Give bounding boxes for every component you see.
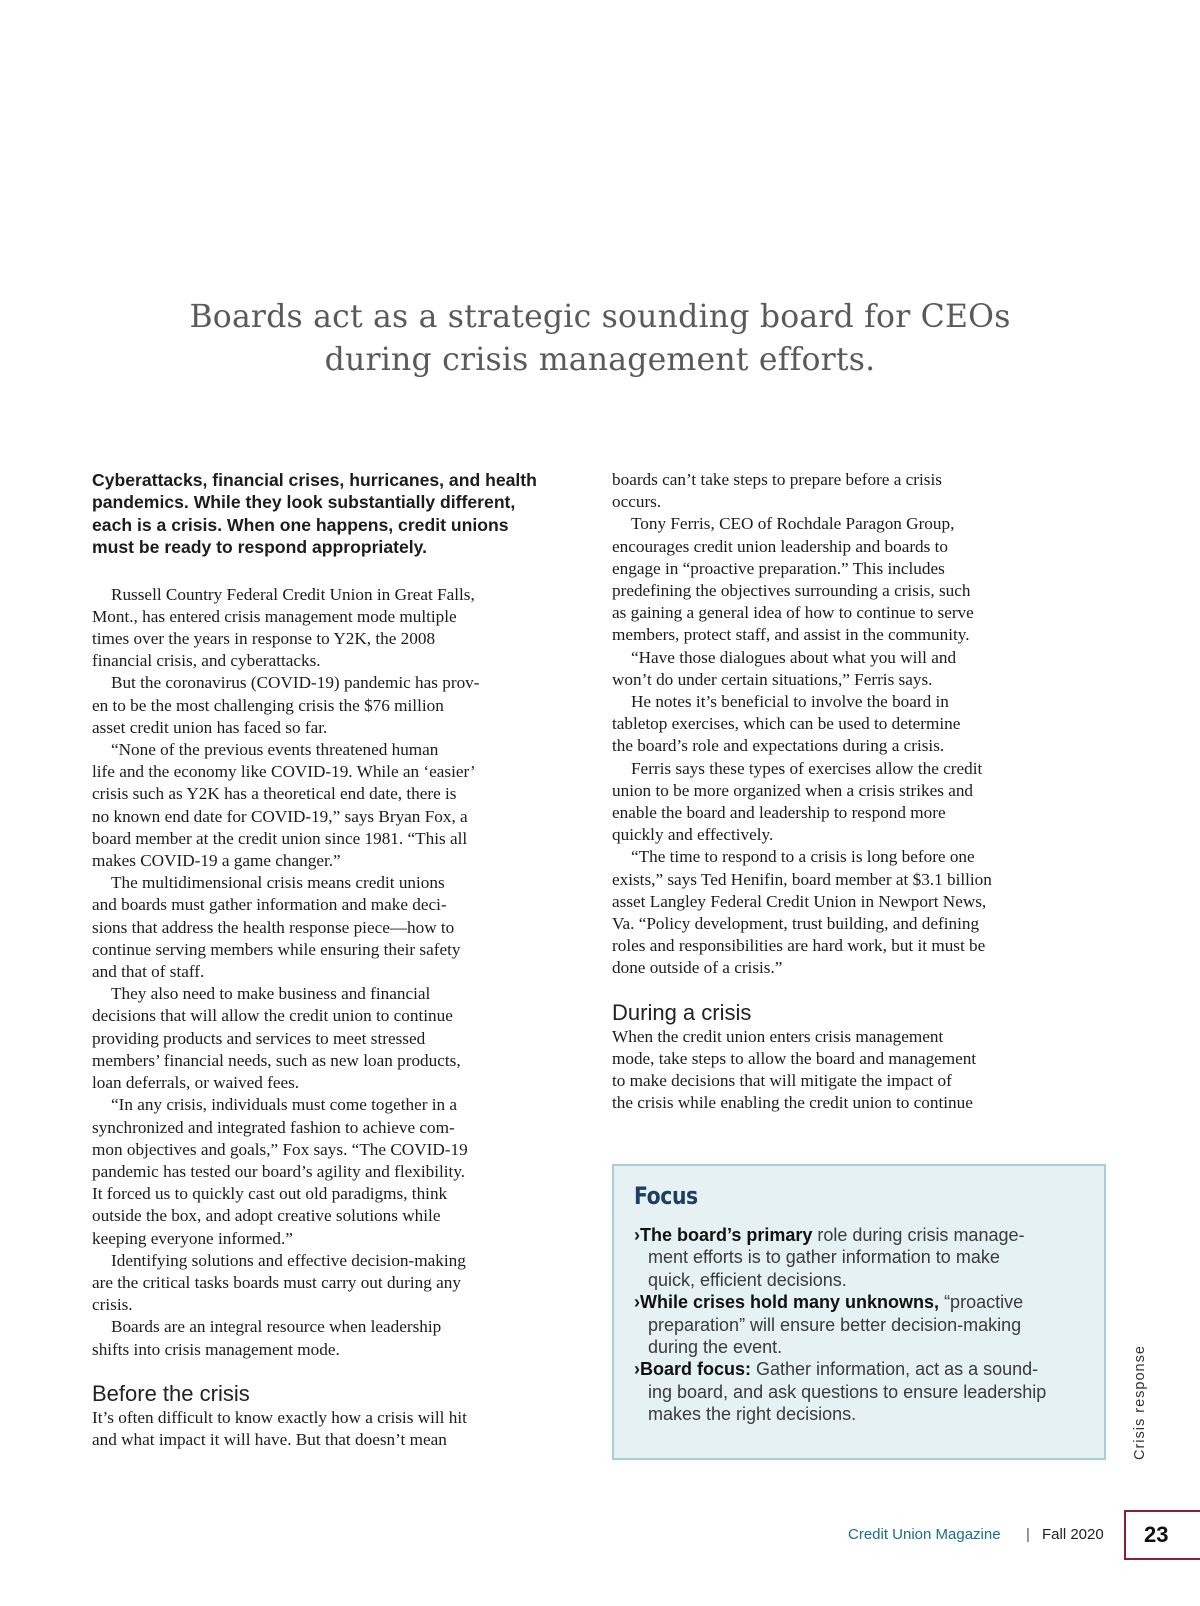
text-line: keeping everyone informed.” — [92, 1228, 293, 1248]
text-line: Va. “Policy development, trust building, and defining — [612, 914, 980, 934]
text-line: asset credit union has faced so far. — [92, 717, 328, 737]
text-line: roles and responsibilities are hard work, but it must be — [612, 936, 986, 956]
text-line: mode, take steps to allow the board and management — [612, 1048, 977, 1068]
paragraph — [92, 739, 587, 872]
text-line: tabletop exercises, which can be used to determine — [612, 714, 961, 734]
text-line: The multidimensional crisis means credit unions — [111, 873, 445, 893]
chevron-right-icon: › — [634, 1292, 640, 1313]
chevron-right-icon: › — [634, 1225, 640, 1245]
paragraph — [612, 758, 1110, 847]
text-line: It forced us to quickly cast out old paradigms, think — [92, 1184, 448, 1204]
text-line: decisions that will allow the credit union to continue — [92, 1006, 453, 1026]
footer-magazine-name: Credit Union Magazine — [848, 1526, 1001, 1543]
text-line: providing products and services to meet stressed — [92, 1028, 426, 1048]
text-line: exists,” says Ted Henifin, board member at $3.1 billion — [612, 869, 992, 889]
text-line: He notes it’s beneficial to involve the board in — [631, 692, 949, 712]
text-line: predefining the objectives surrounding a crisis, such — [612, 581, 971, 601]
text-line: Ferris says these types of exercises allow the credit — [631, 758, 983, 778]
text-line: shifts into crisis management mode. — [92, 1339, 340, 1359]
text-line: members’ financial needs, such as new loan products, — [92, 1050, 461, 1070]
focus-title: Focus — [634, 1182, 698, 1210]
article-deck — [92, 469, 587, 559]
text-line: times over the years in response to Y2K, the 2008 — [92, 629, 436, 649]
text-line: outside the box, and adopt creative solutions while — [92, 1206, 441, 1226]
bullet-text: preparation” will ensure better decision-making — [648, 1314, 1022, 1335]
paragraph — [92, 1316, 587, 1360]
text-line: crisis. — [92, 1295, 133, 1315]
text-line: and what impact it will have. But that doesn’t mean — [92, 1429, 447, 1449]
section-side-label: Crisis response — [1132, 1345, 1148, 1460]
page-number: 23 — [1124, 1510, 1200, 1560]
bullet-text: during the event. — [648, 1337, 783, 1358]
text-line: encourages credit union leadership and boards to — [612, 536, 948, 556]
text-line: members, protect staff, and assist in the community. — [612, 625, 970, 645]
bullet-text: ing board, and ask questions to ensure leadership — [648, 1381, 1047, 1402]
text-line: Mont., has entered crisis management mode multiple — [92, 606, 457, 626]
text-line: enable the board and leadership to respond more — [612, 803, 946, 823]
paragraph — [92, 1407, 587, 1451]
text-line: But the coronavirus (COVID-19) pandemic has prov- — [111, 673, 480, 693]
text-line: Identifying solutions and effective decision-making — [111, 1250, 466, 1270]
focus-bullet — [634, 1291, 1084, 1358]
text-line: won’t do under certain situations,” Ferris says. — [612, 669, 933, 689]
text-line: board member at the credit union since 1981. “This all — [92, 828, 468, 848]
deck-line: pandemics. While they look substantially different, — [92, 492, 516, 513]
footer-separator: | — [1026, 1526, 1030, 1543]
bullet-lead: While crises hold many unknowns, — [640, 1292, 940, 1313]
text-line: They also need to make business and financial — [111, 984, 431, 1004]
text-line: and boards must gather information and make deci- — [92, 895, 447, 915]
text-line: are the critical tasks boards must carry out during any — [92, 1272, 461, 1292]
text-line: It’s often difficult to know exactly how a crisis will hit — [92, 1407, 467, 1427]
headline-line-2: during crisis management efforts. — [324, 342, 876, 378]
text-line: financial crisis, and cyberattacks. — [92, 651, 321, 671]
focus-bullet — [634, 1224, 1084, 1291]
paragraph — [92, 1250, 587, 1317]
text-line: Russell Country Federal Credit Union in Great Falls, — [111, 584, 475, 604]
text-line: the board’s role and expectations during a crisis. — [612, 736, 945, 756]
deck-line: each is a crisis. When one happens, credit unions — [92, 514, 509, 535]
text-line: sions that address the health response piece—how to — [92, 917, 455, 937]
subhead-before-crisis: Before the crisis — [92, 1380, 250, 1406]
footer-issue: Fall 2020 — [1042, 1526, 1104, 1543]
bullet-text: “proactive — [939, 1292, 1024, 1313]
paragraph — [612, 691, 1110, 758]
bullet-text: Gather information, act as a sound- — [751, 1359, 1039, 1380]
bullet-text: ment efforts is to gather information to make — [648, 1247, 1000, 1268]
text-line: Boards are an integral resource when leadership — [111, 1317, 442, 1337]
text-line: loan deferrals, or waived fees. — [92, 1073, 300, 1093]
text-line: boards can’t take steps to prepare before a crisis — [612, 470, 942, 489]
text-line: en to be the most challenging crisis the $76 million — [92, 695, 444, 715]
text-line: done outside of a crisis.” — [612, 958, 783, 978]
text-line: quickly and effectively. — [612, 825, 774, 845]
paragraph — [92, 1094, 587, 1249]
text-line: “In any crisis, individuals must come together in a — [111, 1095, 458, 1115]
text-line: synchronized and integrated fashion to achieve com- — [92, 1117, 455, 1137]
text-line: union to be more organized when a crisis strikes and — [612, 780, 974, 800]
paragraph — [612, 469, 1110, 513]
focus-box — [612, 1164, 1106, 1460]
text-line: continue serving members while ensuring their safety — [92, 939, 461, 959]
text-line: asset Langley Federal Credit Union in Newport News, — [612, 891, 987, 911]
paragraph — [92, 983, 587, 1094]
text-line: “Have those dialogues about what you will and — [631, 647, 957, 667]
headline — [120, 296, 1080, 382]
text-line: to make decisions that will mitigate the impact of — [612, 1071, 952, 1091]
left-column — [92, 469, 587, 1451]
text-line: “None of the previous events threatened human — [111, 740, 439, 760]
text-line: Tony Ferris, CEO of Rochdale Paragon Group, — [631, 514, 955, 534]
bullet-text: quick, efficient decisions. — [648, 1269, 847, 1290]
text-line: mon objectives and goals,” Fox says. “The COVID-19 — [92, 1139, 468, 1159]
text-line: crisis such as Y2K has a theoretical end date, there is — [92, 784, 457, 804]
subhead-during-crisis: During a crisis — [612, 999, 752, 1025]
text-line: occurs. — [612, 492, 662, 512]
text-line: When the credit union enters crisis management — [612, 1026, 944, 1046]
text-line: and that of staff. — [92, 962, 205, 982]
text-line: no known end date for COVID-19,” says Bryan Fox, a — [92, 806, 468, 826]
right-column — [612, 469, 1110, 1114]
paragraph — [612, 513, 1110, 646]
text-line: the crisis while enabling the credit union to continue — [612, 1093, 973, 1113]
focus-bullet — [634, 1358, 1084, 1425]
bullet-lead: Board focus: — [640, 1359, 752, 1380]
text-line: “The time to respond to a crisis is long before one — [631, 847, 975, 867]
deck-line: must be ready to respond appropriately. — [92, 537, 428, 558]
deck-line: Cyberattacks, financial crises, hurricanes, and health — [92, 470, 537, 490]
paragraph — [92, 584, 587, 673]
text-line: pandemic has tested our board’s agility and flexibility. — [92, 1161, 466, 1181]
text-line: life and the economy like COVID-19. While an ‘easier’ — [92, 762, 476, 782]
paragraph — [92, 872, 587, 983]
bullet-text: role during crisis manage- — [812, 1225, 1025, 1245]
text-line: as gaining a general idea of how to continue to serve — [612, 603, 974, 623]
chevron-right-icon: › — [634, 1359, 640, 1380]
paragraph — [92, 672, 587, 739]
text-line: engage in “proactive preparation.” This includes — [612, 558, 945, 578]
paragraph — [612, 1026, 1110, 1115]
text-line: makes COVID-19 a game changer.” — [92, 851, 341, 871]
headline-line-1: Boards act as a strategic sounding board for CEOs — [189, 299, 1011, 335]
paragraph — [612, 647, 1110, 691]
paragraph — [612, 846, 1110, 979]
bullet-lead: The board’s primary — [640, 1225, 813, 1245]
bullet-text: makes the right decisions. — [648, 1404, 857, 1425]
